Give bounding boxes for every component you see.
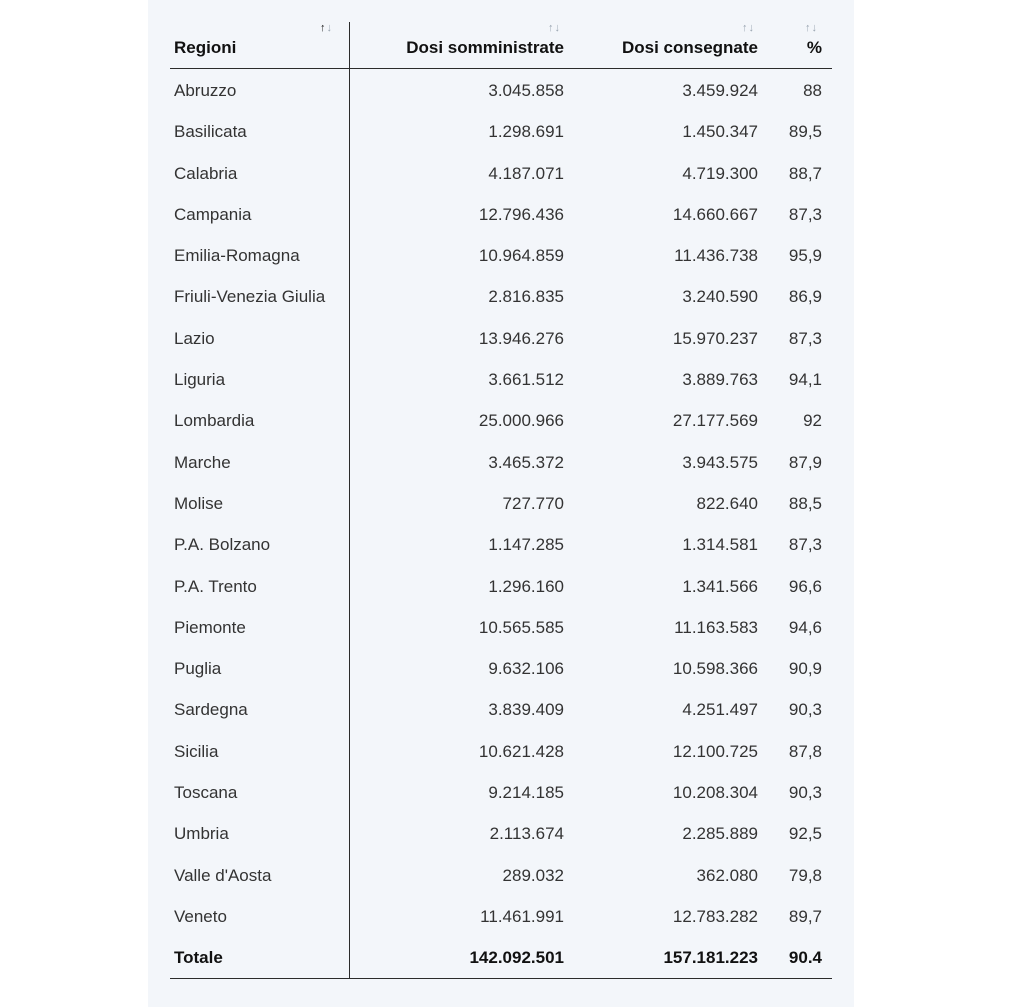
cell-region: Umbria	[174, 824, 229, 844]
cell-region: Veneto	[174, 906, 227, 926]
cell-region: Sicilia	[174, 741, 219, 761]
cell-percent: 90,3	[788, 700, 822, 720]
total-somministrate: 142.092.501	[469, 948, 564, 968]
cell-somministrate: 3.661.512	[488, 370, 564, 390]
table-row	[170, 771, 832, 812]
cell-somministrate: 10.621.428	[478, 741, 564, 761]
total-consegnate: 157.181.223	[663, 948, 758, 968]
cell-percent: 94,1	[788, 370, 822, 390]
cell-percent: 87,8	[788, 741, 822, 761]
cell-somministrate: 3.839.409	[488, 700, 564, 720]
cell-somministrate: 2.816.835	[488, 287, 564, 307]
column-divider	[349, 22, 350, 978]
cell-somministrate: 10.964.859	[478, 246, 564, 266]
table-header	[170, 0, 832, 69]
cell-consegnate: 3.943.575	[682, 452, 758, 472]
sort-regioni-icon[interactable]: ↑↓	[320, 22, 333, 34]
table-row	[170, 110, 832, 151]
table-row	[170, 688, 832, 729]
cell-consegnate: 2.285.889	[682, 824, 758, 844]
cell-consegnate: 12.100.725	[672, 741, 758, 761]
cell-percent: 87,3	[788, 204, 822, 224]
sort-dosi-consegnate-icon[interactable]: ↑↓	[742, 22, 755, 34]
table-row	[170, 69, 832, 110]
cell-consegnate: 11.163.583	[674, 617, 758, 637]
cell-somministrate: 289.032	[502, 865, 564, 885]
cell-region: Puglia	[174, 659, 222, 679]
cell-somministrate: 3.465.372	[488, 452, 564, 472]
cell-somministrate: 12.796.436	[478, 204, 564, 224]
cell-region: Piemonte	[174, 617, 246, 637]
cell-consegnate: 1.450.347	[682, 122, 758, 142]
cell-region: Lazio	[174, 328, 215, 348]
table-row	[170, 358, 832, 399]
cell-percent: 92	[803, 411, 822, 431]
cell-consegnate: 10.598.366	[672, 659, 758, 679]
table-row	[170, 482, 832, 523]
table-row	[170, 854, 832, 895]
cell-somministrate: 1.147.285	[488, 535, 564, 555]
table-row	[170, 234, 832, 275]
cell-somministrate: 13.946.276	[478, 328, 564, 348]
table-row	[170, 523, 832, 564]
cell-region: Friuli-Venezia Giulia	[174, 287, 326, 307]
cell-region: P.A. Bolzano	[174, 535, 271, 555]
cell-somministrate: 727.770	[502, 493, 564, 513]
vaccine-doses-table	[170, 0, 832, 978]
cell-percent: 94,6	[788, 617, 822, 637]
cell-consegnate: 11.436.738	[674, 246, 758, 266]
table-row	[170, 441, 832, 482]
cell-region: Marche	[174, 452, 231, 472]
cell-region: Valle d'Aosta	[174, 865, 272, 885]
cell-percent: 88,5	[788, 493, 822, 513]
cell-somministrate: 25.000.966	[478, 411, 564, 431]
table-body	[170, 69, 832, 936]
cell-region: Basilicata	[174, 122, 247, 142]
cell-percent: 90,9	[788, 659, 822, 679]
cell-somministrate: 9.632.106	[488, 659, 564, 679]
cell-somministrate: 2.113.674	[489, 824, 564, 844]
table-row	[170, 895, 832, 936]
cell-consegnate: 3.889.763	[682, 370, 758, 390]
total-label: Totale	[174, 948, 223, 968]
table-row	[170, 730, 832, 771]
total-row	[170, 936, 832, 977]
cell-somministrate: 1.296.160	[488, 576, 564, 596]
cell-region: Calabria	[174, 163, 238, 183]
cell-consegnate: 15.970.237	[672, 328, 758, 348]
total-percent: 90.4	[788, 948, 822, 968]
table-bottom-border	[170, 978, 832, 979]
table-row	[170, 317, 832, 358]
cell-consegnate: 1.314.581	[682, 535, 758, 555]
cell-consegnate: 27.177.569	[672, 411, 758, 431]
table-row	[170, 647, 832, 688]
cell-somministrate: 10.565.585	[478, 617, 564, 637]
header-dosi-somministrate[interactable]: Dosi somministrate	[406, 38, 564, 57]
cell-percent: 90,3	[788, 783, 822, 803]
cell-percent: 79,8	[788, 865, 822, 885]
cell-percent: 89,5	[788, 122, 822, 142]
cell-consegnate: 4.719.300	[682, 163, 758, 183]
cell-percent: 95,9	[788, 246, 822, 266]
cell-somministrate: 11.461.991	[480, 906, 564, 926]
cell-percent: 89,7	[788, 906, 822, 926]
cell-percent: 86,9	[788, 287, 822, 307]
sort-percent-icon[interactable]: ↑↓	[805, 22, 818, 34]
cell-consegnate: 1.341.566	[682, 576, 758, 596]
cell-region: Abruzzo	[174, 81, 237, 100]
cell-consegnate: 10.208.304	[672, 783, 758, 803]
table-row	[170, 193, 832, 234]
cell-region: Lombardia	[174, 411, 255, 431]
table-row	[170, 565, 832, 606]
cell-somministrate: 4.187.071	[488, 163, 564, 183]
cell-consegnate: 3.459.924	[682, 81, 758, 100]
header-percent[interactable]: %	[806, 38, 822, 57]
header-dosi-consegnate[interactable]: Dosi consegnate	[621, 38, 758, 57]
cell-percent: 87,3	[788, 535, 822, 555]
cell-percent: 96,6	[788, 576, 822, 596]
table-row	[170, 399, 832, 440]
cell-somministrate: 1.298.691	[488, 122, 564, 142]
cell-percent: 92,5	[788, 824, 822, 844]
table-row	[170, 152, 832, 193]
table-row	[170, 606, 832, 647]
cell-percent: 88,7	[788, 163, 822, 183]
cell-somministrate: 9.214.185	[488, 783, 564, 803]
cell-region: Toscana	[174, 783, 238, 803]
cell-region: P.A. Trento	[174, 576, 257, 596]
cell-region: Campania	[174, 204, 252, 224]
cell-region: Emilia-Romagna	[174, 246, 300, 266]
cell-percent: 87,9	[788, 452, 822, 472]
cell-consegnate: 12.783.282	[672, 906, 758, 926]
sort-dosi-somministrate-icon[interactable]: ↑↓	[548, 22, 561, 34]
cell-consegnate: 3.240.590	[682, 287, 758, 307]
cell-consegnate: 4.251.497	[682, 700, 758, 720]
cell-somministrate: 3.045.858	[488, 81, 564, 100]
header-regioni[interactable]: Regioni	[174, 38, 237, 57]
cell-consegnate: 362.080	[696, 865, 758, 885]
cell-region: Molise	[174, 493, 224, 513]
cell-percent: 87,3	[788, 328, 822, 348]
table-panel	[148, 0, 854, 1007]
cell-consegnate: 822.640	[696, 493, 758, 513]
cell-consegnate: 14.660.667	[672, 204, 758, 224]
table-row	[170, 275, 832, 316]
table-row	[170, 812, 832, 853]
cell-percent: 88	[803, 81, 822, 100]
cell-region: Liguria	[174, 370, 226, 390]
cell-region: Sardegna	[174, 700, 248, 720]
